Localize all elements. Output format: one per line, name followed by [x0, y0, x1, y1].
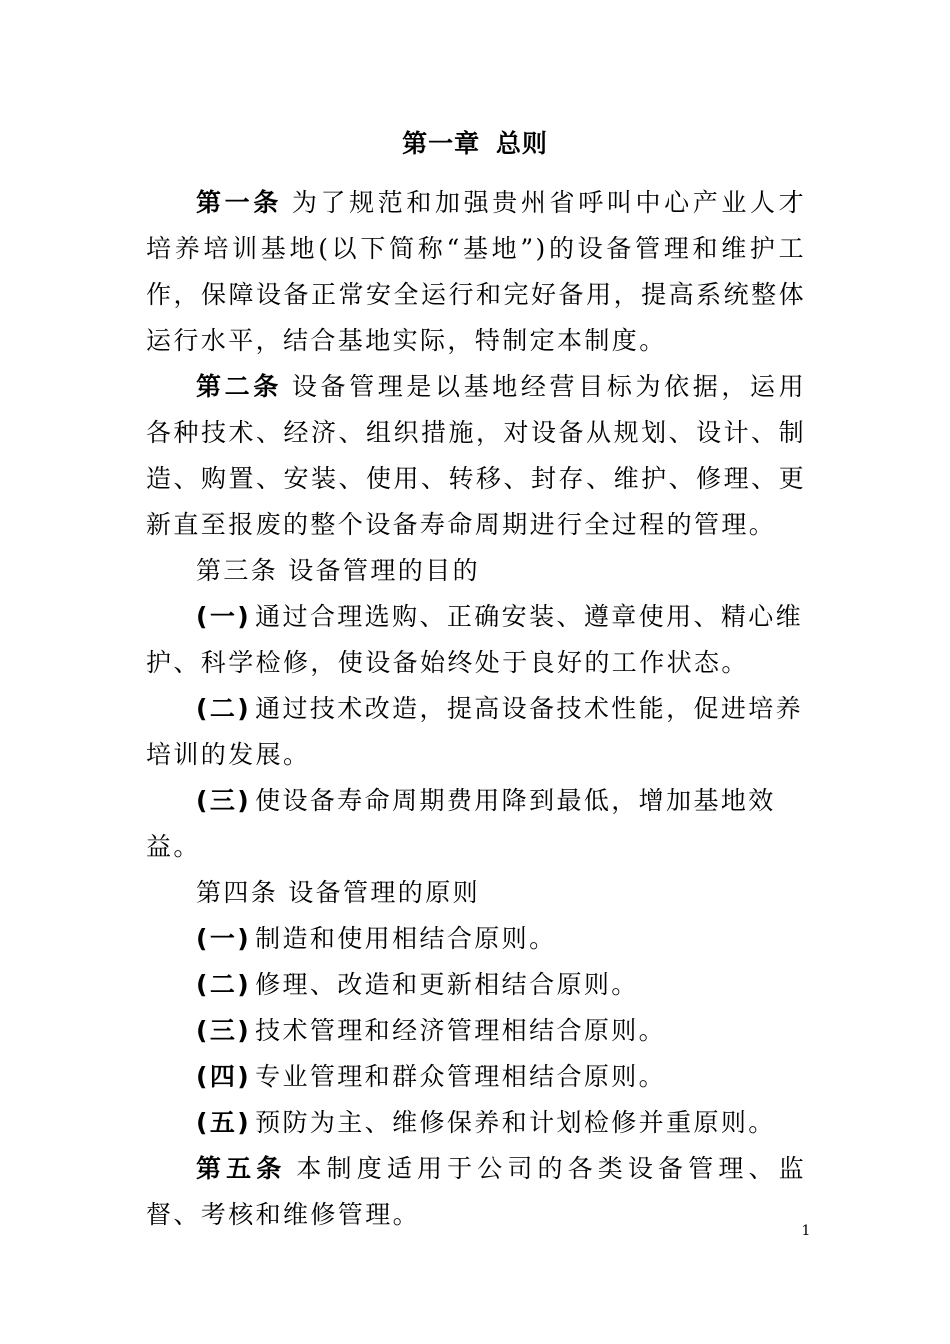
- list-item: [146, 962, 806, 1008]
- list-item: [146, 916, 806, 962]
- item-label: (四): [196, 1062, 252, 1091]
- list-item: [146, 778, 806, 870]
- item-label: (五): [196, 1108, 252, 1137]
- item-label: (三): [196, 1016, 252, 1045]
- article-text: 设备管理的原则: [288, 878, 481, 907]
- article-4: [146, 870, 806, 916]
- item-text: 技术管理和经济管理相结合原则。: [255, 1016, 667, 1045]
- article-text: 设备管理是以基地经营目标为依据，运用各种技术、经济、组织措施，对设备从规划、设计、制造、购置、安装、使用、转移、封存、维护、修理、更新直至报废的整个设备寿命周期进行全过程的管理。: [146, 372, 806, 539]
- article-label: 第三条: [196, 556, 279, 585]
- article-text: 设备管理的目的: [288, 556, 481, 585]
- item-text: 专业管理和群众管理相结合原则。: [255, 1062, 667, 1091]
- article-label: 第四条: [196, 878, 279, 907]
- article-label: 第一条: [196, 188, 282, 217]
- article-5: [146, 1146, 806, 1238]
- article-text: 本制度适用于公司的各类设备管理、监督、考核和维修管理。: [146, 1154, 806, 1229]
- list-item: [146, 1054, 806, 1100]
- chapter-title: 第一章 总则: [402, 129, 548, 158]
- item-text: 制造和使用相结合原则。: [255, 924, 557, 953]
- article-1: [146, 180, 806, 364]
- page-number: 1: [801, 1223, 811, 1239]
- item-text: 修理、改造和更新相结合原则。: [255, 970, 639, 999]
- article-3: [146, 548, 806, 594]
- item-text: 预防为主、维修保养和计划检修并重原则。: [255, 1108, 776, 1137]
- article-2: [146, 364, 806, 548]
- article-text: 为了规范和加强贵州省呼叫中心产业人才培养培训基地(以下简称“基地”)的设备管理和维护工作，保障设备正常安全运行和完好备用，提高系统整体运行水平，结合基地实际，特制定本制度。: [146, 188, 806, 355]
- list-item: [146, 1100, 806, 1146]
- item-text: 使设备寿命周期费用降到最低，增加基地效益。: [146, 786, 776, 861]
- item-text: 通过技术改造，提高设备技术性能，促进培养培训的发展。: [146, 694, 804, 769]
- item-label: (二): [196, 694, 252, 723]
- item-label: (三): [196, 786, 252, 815]
- list-item: [146, 686, 806, 778]
- item-label: (二): [196, 970, 252, 999]
- article-label: 第五条: [196, 1154, 287, 1183]
- item-label: (一): [196, 602, 252, 631]
- article-label: 第二条: [196, 372, 282, 401]
- document-body: [146, 180, 806, 1238]
- item-label: (一): [196, 924, 252, 953]
- item-text: 通过合理选购、正确安装、遵章使用、精心维护、科学检修，使设备始终处于良好的工作状态。: [146, 602, 804, 677]
- list-item: [146, 594, 806, 686]
- list-item: [146, 1008, 806, 1054]
